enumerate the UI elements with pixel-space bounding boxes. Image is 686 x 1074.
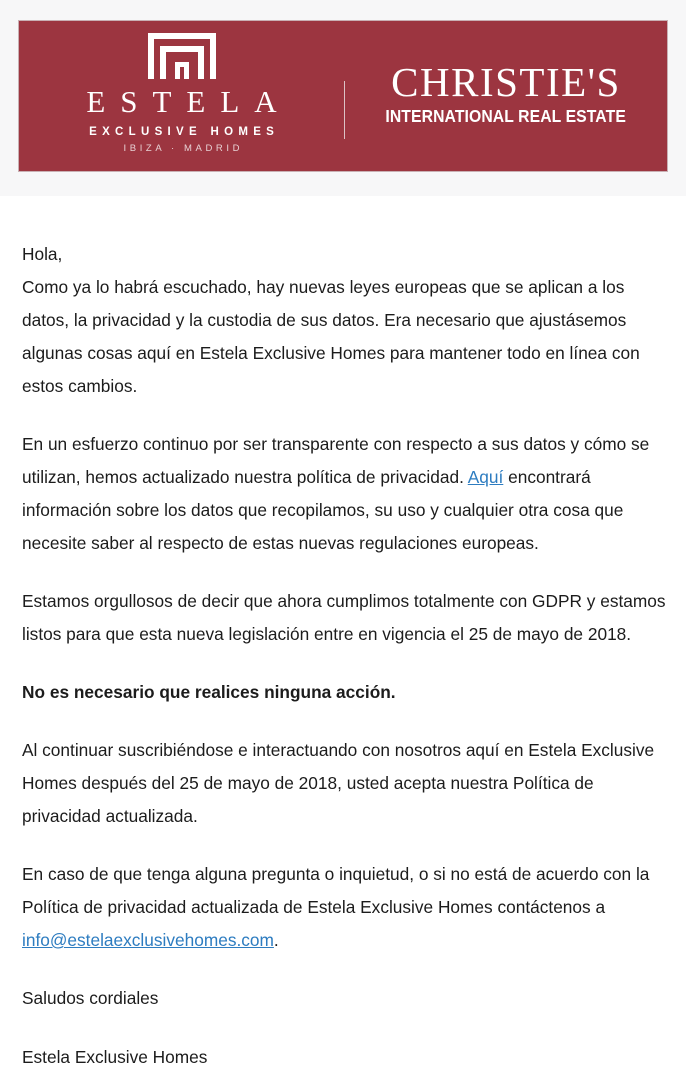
estela-wordmark: ESTELA — [86, 84, 292, 119]
paragraph-1: Como ya lo habrá escuchado, hay nuevas leyes europeas que se aplican a los datos, la privacidad y la custodia de sus datos. Era necesario que ajustásemos algunas cosas aquí en Estela Exclusive Homes para mantener todo en línea con estos cambios. — [22, 277, 640, 396]
email-body — [22, 238, 668, 1074]
paragraph-2-text-after: encontrará información sobre los datos que recopilamos, su uso y cualquier otra cosa que necesite saber al respecto de estas nuevas regulaciones europeas. — [22, 467, 624, 553]
signature-line: Estela Exclusive Homes — [22, 1047, 208, 1067]
no-action-notice: No es necesario que realices ninguna acción. — [22, 682, 396, 702]
estela-cities: IBIZA · MADRID — [123, 142, 244, 154]
estela-tagline: EXCLUSIVE HOMES — [89, 125, 280, 138]
greeting-line: Hola, — [22, 244, 63, 264]
paragraph-4: Al continuar suscribiéndose e interactuando con nosotros aquí en Estela Exclusive Homes después del 25 de mayo de 2018, usted acepta nuestra Política de privacidad actualizada. — [22, 740, 655, 826]
arch-house-icon — [148, 33, 216, 79]
christies-wordmark: CHRISTIE'S — [391, 58, 621, 105]
paragraph-5-text-before: En caso de que tenga alguna pregunta o inquietud, o si no está de acuerdo con la Política de privacidad actualizada de Estela Exclusive Homes contáctenos a — [22, 864, 650, 917]
paragraph-2-text-before: En un esfuerzo continuo por ser transparente con respecto a sus datos y cómo se utilizan, hemos actualizado nuestra política de privacidad. — [22, 434, 650, 487]
paragraph-3: Estamos orgullosos de decir que ahora cumplimos totalmente con GDPR y estamos listos para que esta nueva legislación entre en vigencia el 25 de mayo de 2018. — [22, 591, 666, 644]
christies-tagline: INTERNATIONAL REAL ESTATE — [385, 105, 627, 126]
brand-banner — [18, 20, 668, 172]
closing-line: Saludos cordiales — [22, 988, 159, 1008]
contact-email-link[interactable]: info@estelaexclusivehomes.com — [22, 930, 274, 950]
paragraph-5-text-after: . — [273, 930, 279, 950]
estela-logo-lockup[interactable] — [19, 21, 344, 171]
brand-banner-inner — [19, 21, 667, 171]
privacy-policy-link[interactable]: Aquí — [467, 467, 504, 487]
arch-notch-shape — [175, 62, 189, 79]
christies-logo-lockup[interactable] — [345, 21, 667, 171]
paragraph-2 — [22, 428, 668, 560]
paragraph-5 — [22, 858, 668, 957]
